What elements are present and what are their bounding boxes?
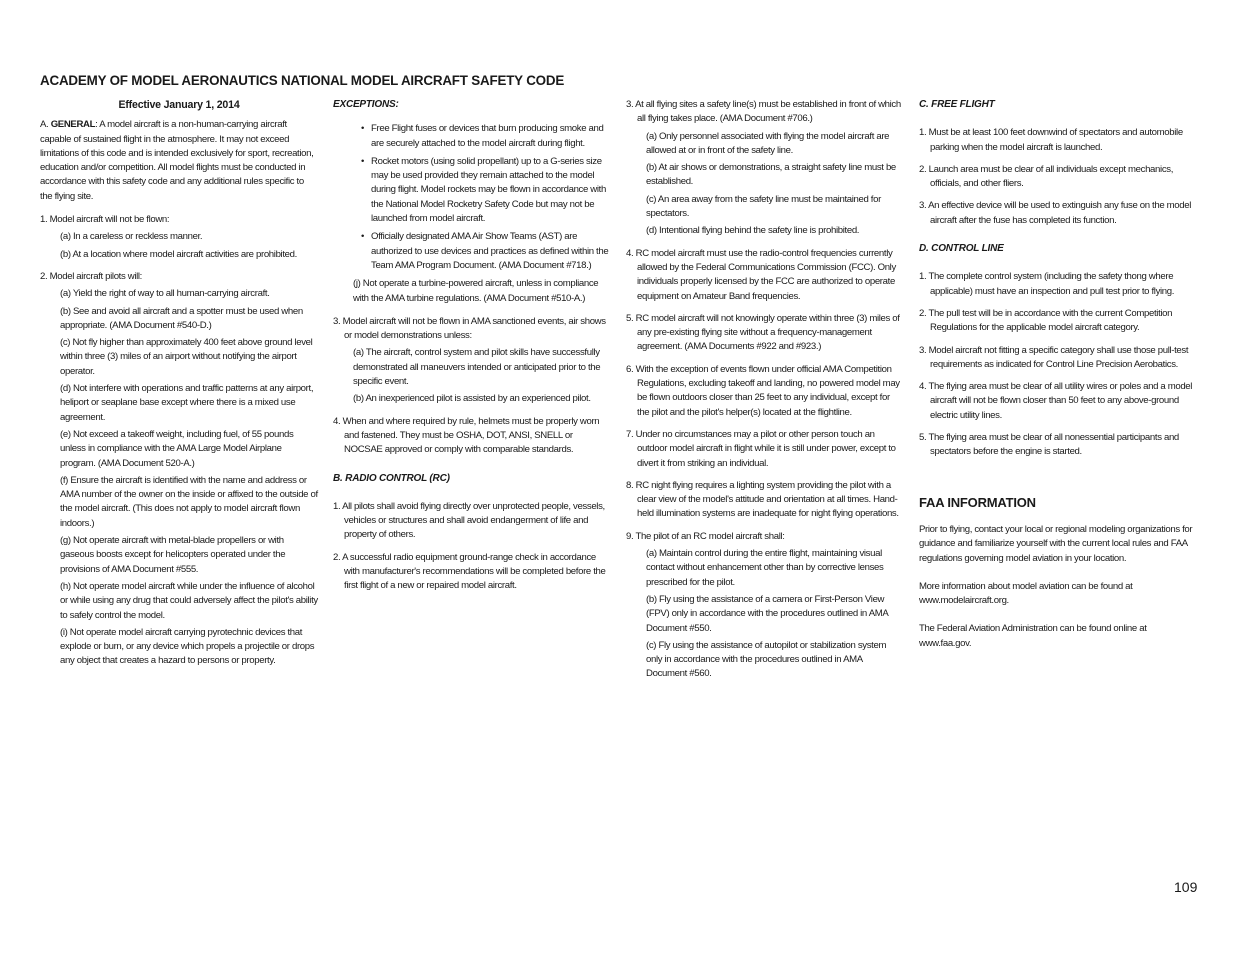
rc-item-1 — [333, 500, 609, 543]
page-number: 109 — [1174, 879, 1198, 895]
cl-item: 5. The flying area must be clear of all nonessential participants and spectators before the engine is started. — [919, 432, 1179, 458]
rc-item-2 — [333, 551, 609, 594]
rc-sub: (b) At air shows or demonstrations, a straight safety line must be established. — [646, 162, 896, 188]
rc-text: 3. At all flying sites a safety line(s) must be established in front of which all flying takes place. (AMA Document #706.) — [626, 99, 901, 125]
rule-text: 3. Model aircraft will not be flown in AMA sanctioned events, air shows or model demonstrations unless: — [333, 315, 606, 342]
rc-item-8 — [626, 479, 904, 522]
faa-paragraph: Prior to flying, contact your local or regional modeling organizations for guidance and familiarize yourself with the current local rules and FAA regulations governing model aviation in your location. — [919, 523, 1193, 564]
general-label: GENERAL — [50, 119, 96, 131]
rule-2 — [40, 270, 318, 669]
column-4 — [919, 98, 1197, 665]
rule-3 — [333, 315, 609, 407]
ff-item: 1. Must be at least 100 feet downwind of spectators and automobile parking when the model aircraft is launched. — [919, 127, 1183, 153]
faa-heading: FAA INFORMATION — [919, 494, 1036, 510]
rule-sub: (a) Yield the right of way to all human-carrying aircraft. — [60, 288, 270, 300]
faa-paragraph: More information about model aviation can be found at www.modelaircraft.org. — [919, 580, 1133, 607]
rule-sub: (b) An inexperienced pilot is assisted by an experienced pilot. — [353, 393, 591, 405]
cl-item: 1. The complete control system (including the safety thong where applicable) must have an inspection and pull test prior to flying. — [919, 271, 1175, 297]
rc-text: 6. With the exception of events flown under official AMA Competition Regulations, excluding takeoff and landing, no powered model may be flown outdoors closer than 25 feet to any individual, except for the pilot and the pilot's helper(s) located at the flightline. — [626, 363, 900, 418]
exceptions-list — [333, 122, 609, 273]
rc-sub: (c) Fly using the assistance of autopilot or stabilization system only in accordance with the procedures outlined in AMA Document #560. — [646, 639, 887, 680]
column-1 — [40, 98, 318, 677]
rule-sub: (b) At a location where model aircraft activities are prohibited. — [60, 248, 297, 260]
rule-1 — [40, 213, 318, 262]
radio-control-heading: B. RADIO CONTROL (RC) — [333, 472, 450, 484]
rc-item-6 — [626, 363, 904, 420]
rc-sub: (a) Only personnel associated with flying the model aircraft are allowed at or in front of the safety line. — [646, 130, 890, 156]
page-title: ACADEMY OF MODEL AERONAUTICS NATIONAL MODEL AIRCRAFT SAFETY CODE — [40, 73, 565, 88]
exception-item: • Officially designated AMA Air Show Teams (AST) are authorized to use devices and practices as defined within the Team AMA Program Document. (AMA Document #718.) — [361, 231, 609, 271]
rule-sub: (f) Ensure the aircraft is identified with the name and address or AMA number of the owner on the inside or affixed to the outside of the model aircraft. (This does not apply to model aircraft flown indoors.) — [60, 474, 318, 529]
rule-2j: (j) Not operate a turbine-powered aircraft, unless in compliance with the AMA turbine regulations. (AMA Document #510-A.) — [353, 278, 599, 304]
bullet-icon: • — [361, 155, 365, 167]
column-2 — [333, 98, 609, 602]
rc-text: 1. All pilots shall avoid flying directly over unprotected people, vessels, vehicles or structures and shall avoid endangerment of life and property of others. — [333, 500, 605, 541]
general-paragraph — [40, 118, 318, 204]
cl-item: 3. Model aircraft not fitting a specific category shall use those pull-test requirements as indicated for Control Line Precision Aerobatics. — [919, 344, 1189, 370]
general-lead: A. — [40, 119, 51, 131]
rule-sub: (b) See and avoid all aircraft and a spotter must be used when appropriate. (AMA Document #540-D.) — [60, 305, 303, 331]
rc-item-5 — [626, 312, 904, 355]
ff-item: 3. An effective device will be used to extinguish any fuse on the model aircraft after the fuse has completed its function. — [919, 200, 1192, 226]
rc-sub: (a) Maintain control during the entire flight, maintaining visual contact without enhancement other than by corrective lenses prescribed for the pilot. — [646, 548, 884, 588]
rule-sub: (h) Not operate model aircraft while under the influence of alcohol or while using any drug that could adversely affect the pilot's ability to safely control the model. — [60, 580, 318, 621]
rule-sub: (a) The aircraft, control system and pilot skills have successfully demonstrated all maneuvers intended or anticipated prior to the specific event. — [353, 347, 601, 388]
rule-4 — [333, 415, 609, 458]
rule-sub: (c) Not fly higher than approximately 400 feet above ground level within three (3) miles of an airport without notifying the airport operator. — [60, 337, 313, 377]
rc-item-7 — [626, 428, 904, 471]
rc-sub: (b) Fly using the assistance of a camera or First-Person View (FPV) only in accordance with the procedures outlined in AMA Document #550. — [646, 593, 888, 634]
column-3 — [626, 98, 904, 690]
cl-item: 2. The pull test will be in accordance with the current Competition Regulations for the applicable model aircraft category. — [919, 307, 1173, 334]
rc-text: 8. RC night flying requires a lighting system providing the pilot with a clear view of the model's attitude and orientation at all times. Hand-held illumination systems are inadequate for night flying operations. — [626, 479, 899, 520]
exception-item: • Rocket motors (using solid propellant) up to a G-series size may be used provided they remain attached to the model during flight. Model rockets may be flown in accordance with the National Model Rocketry Safety Code but may not be launched from model aircraft. — [361, 155, 606, 225]
rc-item-3 — [626, 98, 904, 239]
rule-text: 2. Model aircraft pilots will: — [40, 270, 142, 282]
rc-text: 5. RC model aircraft will not knowingly operate within three (3) miles of any pre-existing flying site without a frequency-management agreement. (AMA Documents #922 and #923.) — [626, 312, 900, 353]
cl-item: 4. The flying area must be clear of all utility wires or poles and a model aircraft will not be flown closer than 50 feet to any above-ground electric utility lines. — [919, 381, 1193, 421]
rule-sub: (g) Not operate aircraft with metal-blade propellers or with gaseous boosts except for helicopters operated under the provisions of AMA Document #555. — [60, 535, 286, 575]
rc-text: 7. Under no circumstances may a pilot or other person touch an outdoor model aircraft in flight while it is still under power, except to divert it from striking an individual. — [626, 428, 896, 469]
rc-item-9 — [626, 530, 904, 682]
rule-sub: (e) Not exceed a takeoff weight, including fuel, of 55 pounds unless in compliance with the AMA Large Model Airplane program. (AMA Document 520-A.) — [60, 428, 294, 469]
rule-text: 1. Model aircraft will not be flown: — [40, 214, 170, 226]
faa-paragraph: The Federal Aviation Administration can be found online at www.faa.gov. — [919, 623, 1147, 649]
rule-sub: (a) In a careless or reckless manner. — [60, 231, 203, 243]
rc-sub: (d) Intentional flying behind the safety line is prohibited. — [646, 225, 860, 237]
rule-sub: (d) Not interfere with operations and traffic patterns at any airport, heliport or seaplane base except where there is a mixed use agreement. — [60, 383, 314, 423]
exceptions-heading: EXCEPTIONS: — [333, 99, 399, 110]
bullet-icon: • — [361, 231, 365, 243]
control-line-heading: D. CONTROL LINE — [919, 243, 1004, 255]
rc-text: 4. RC model aircraft must use the radio-control frequencies currently allowed by the Federal Communications Commission (FCC). Only individuals properly licensed by the FCC are authorized to operate equipment on Amateur Band frequencies. — [626, 247, 896, 302]
bullet-icon: • — [361, 123, 365, 135]
rule-text: 4. When and where required by rule, helmets must be properly worn and fastened. They must be OSHA, DOT, ANSI, SNELL or NOCSAE approved or comply with comparable standards. — [333, 415, 600, 456]
rc-text: 9. The pilot of an RC model aircraft shall: — [626, 530, 785, 542]
rc-text: 2. A successful radio equipment ground-range check in accordance with manufacturer's recommendations will be completed before the first flight of a new or repaired model aircraft. — [333, 551, 606, 592]
free-flight-heading: C. FREE FLIGHT — [919, 99, 995, 110]
general-text: : A model aircraft is a non-human-carrying aircraft capable of sustained flight in the atmosphere. It may not exceed limitations of this code and is intended exclusively for sport, recreation, education and/or competition. All model flights must be conducted in accordance with this safety code and any additional rules specific to the flying site. — [40, 119, 314, 202]
rc-sub: (c) An area away from the safety line must be maintained for spectators. — [646, 193, 881, 220]
rule-sub: (i) Not operate model aircraft carrying pyrotechnic devices that explode or burn, or any device which propels a projectile or drops any object that creates a hazard to persons or property. — [60, 626, 315, 667]
rc-item-4 — [626, 247, 904, 304]
effective-date: Effective January 1, 2014 — [118, 99, 240, 111]
exception-item: • Free Flight fuses or devices that burn producing smoke and are securely attached to the model aircraft during flight. — [361, 123, 604, 149]
ff-item: 2. Launch area must be clear of all individuals except mechanics, officials, and other fliers. — [919, 163, 1174, 190]
